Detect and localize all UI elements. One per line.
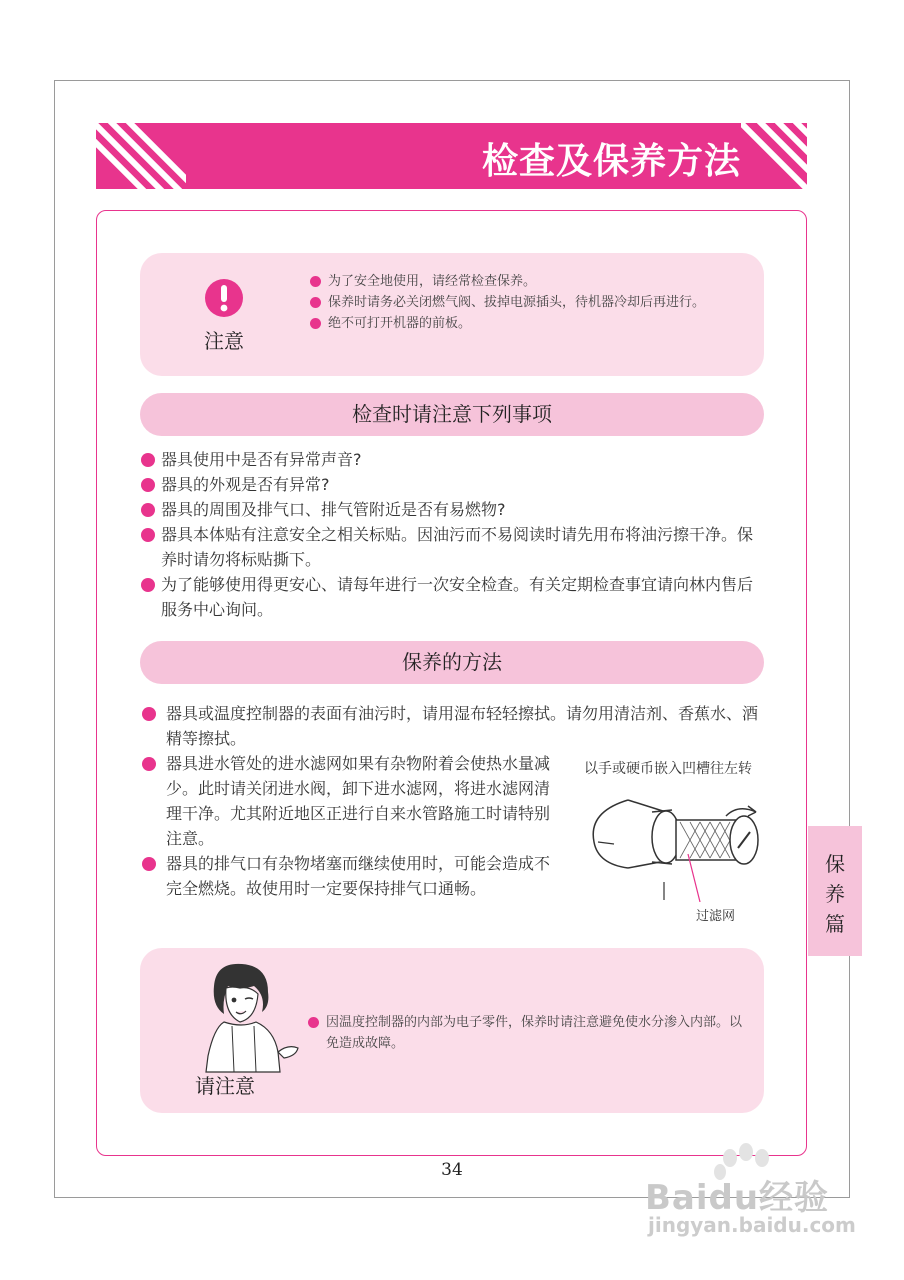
caution-label: 注意	[204, 329, 244, 353]
check-item: 器具本体贴有注意安全之相关标贴。因油污而不易阅读时请先用布将油污擦干净。保养时请勿将标贴撕下。	[140, 522, 768, 572]
note-text: 因温度控制器的内部为电子零件，保养时请注意避免使水分渗入内部。以免造成故障。	[308, 1012, 746, 1054]
method-item: 器具的排气口有杂物堵塞而继续使用时，可能会造成不完全燃烧。故使用时一定要保持排气口通畅。	[140, 851, 560, 901]
check-item: 为了能够使用得更安心、请每年进行一次安全检查。有关定期检查事宜请向林内售后服务中心询问。	[140, 572, 768, 622]
left-stripes-decoration	[96, 123, 186, 189]
page-number: 34	[441, 1160, 463, 1180]
method-item: 器具或温度控制器的表面有油污时，请用湿布轻轻擦拭。请勿用清洁剂、香蕉水、酒精等擦拭。	[140, 701, 768, 751]
right-stripes-decoration	[741, 123, 807, 189]
figure-caption: 以手或硬币嵌入凹槽往左转	[584, 761, 752, 777]
side-tab-char: 保	[825, 852, 845, 876]
check-section-heading: 检查时请注意下列事项	[140, 393, 764, 436]
check-list	[140, 447, 768, 622]
note-label: 请注意	[195, 1074, 255, 1098]
watermark-brand: Baidu经验	[645, 1178, 830, 1218]
caution-item: 绝不可打开机器的前板。	[310, 313, 730, 334]
method-item: 器具进水管处的进水滤网如果有杂物附着会使热水量减少。此时请关闭进水阀，卸下进水滤网，将进水滤网清理干净。尤其附近地区正进行自来水管路施工时请特别注意。	[140, 751, 560, 851]
side-tab-char: 篇	[825, 912, 845, 936]
caution-list	[310, 271, 730, 334]
water-filter-illustration	[588, 782, 778, 902]
page-title: 检查及保养方法	[481, 141, 741, 182]
method-list	[140, 701, 768, 751]
exclamation-icon	[204, 278, 244, 318]
check-item: 器具的外观是否有异常?	[140, 472, 768, 497]
side-tab-char: 养	[825, 882, 845, 906]
method-list-continued	[140, 751, 560, 901]
note-box	[140, 948, 764, 1113]
filter-label: 过滤网	[696, 909, 736, 924]
title-banner	[96, 123, 807, 189]
side-tab	[808, 826, 862, 956]
caution-item: 保养时请务必关闭燃气阀、拔掉电源插头，待机器冷却后再进行。	[310, 292, 730, 313]
check-item: 器具使用中是否有异常声音?	[140, 447, 768, 472]
caution-box	[140, 253, 764, 376]
caution-item: 为了安全地使用，请经常检查保养。	[310, 271, 730, 292]
watermark-url: jingyan.baidu.com	[648, 1213, 856, 1237]
girl-illustration	[184, 956, 304, 1076]
check-item: 器具的周围及排气口、排气管附近是否有易燃物?	[140, 497, 768, 522]
method-section-heading: 保养的方法	[140, 641, 764, 684]
